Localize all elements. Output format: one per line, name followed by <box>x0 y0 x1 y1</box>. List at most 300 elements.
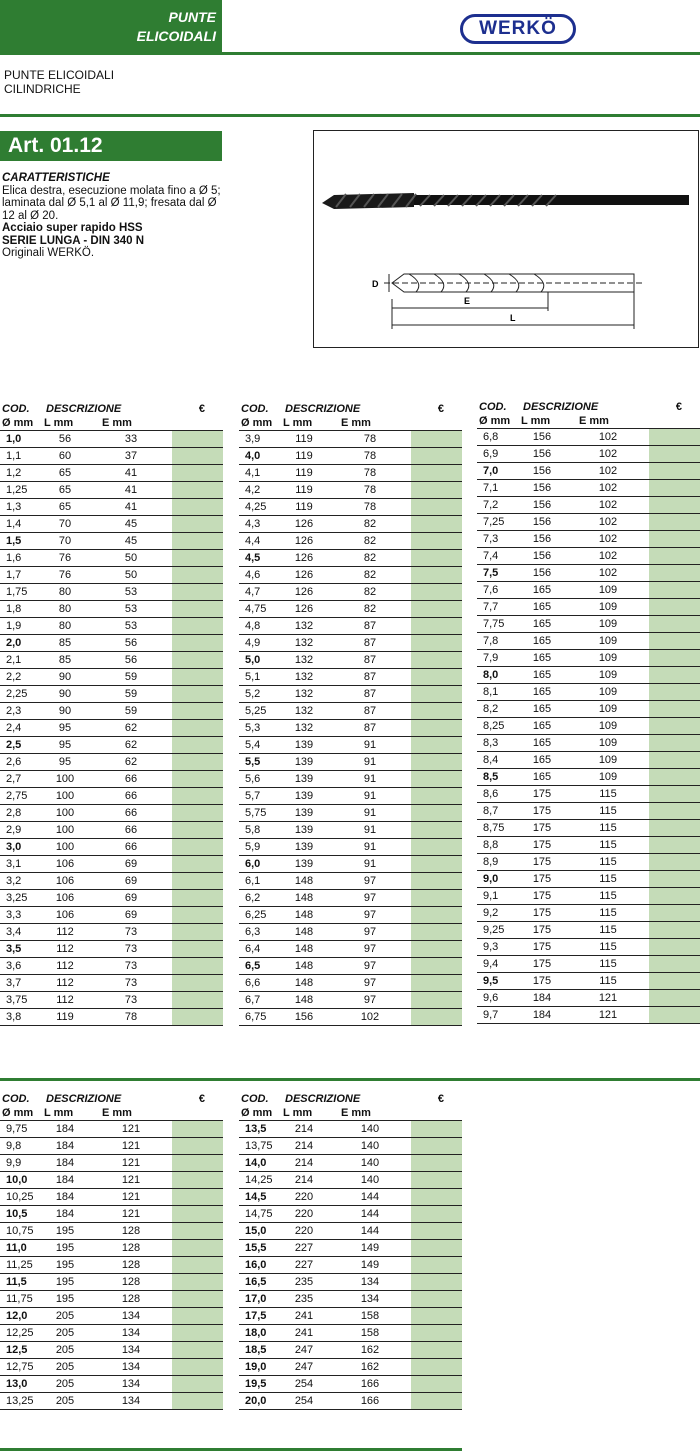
cell-price <box>649 871 700 888</box>
cell-flute-length: 109 <box>567 616 649 633</box>
cell-diameter: 8,9 <box>477 854 517 871</box>
table-row <box>239 771 462 788</box>
cell-price <box>411 1206 462 1223</box>
cell-length: 60 <box>40 448 90 465</box>
cell-diameter: 6,75 <box>239 1009 279 1026</box>
cell-price <box>411 1308 462 1325</box>
cell-flute-length: 134 <box>90 1359 172 1376</box>
table-row <box>0 805 223 822</box>
cell-diameter: 7,7 <box>477 599 517 616</box>
cell-flute-length: 66 <box>90 805 172 822</box>
cell-price <box>411 1009 462 1026</box>
cell-length: 165 <box>517 718 567 735</box>
cell-flute-length: 82 <box>329 533 411 550</box>
cell-diameter: 7,0 <box>477 463 517 480</box>
cell-length: 90 <box>40 686 90 703</box>
cell-diameter: 6,4 <box>239 941 279 958</box>
cell-flute-length: 66 <box>90 822 172 839</box>
cell-price <box>172 618 223 635</box>
cell-flute-length: 97 <box>329 958 411 975</box>
cell-flute-length: 73 <box>90 958 172 975</box>
cell-price <box>172 754 223 771</box>
cell-price <box>172 499 223 516</box>
subtitle <box>4 68 114 96</box>
cell-diameter: 17,0 <box>239 1291 279 1308</box>
cell-diameter: 5,7 <box>239 788 279 805</box>
table-row <box>477 684 700 701</box>
cell-length: 148 <box>279 873 329 890</box>
cell-length: 156 <box>517 531 567 548</box>
table-row <box>239 873 462 890</box>
cell-price <box>172 635 223 652</box>
cell-length: 100 <box>40 788 90 805</box>
table-row <box>239 635 462 652</box>
cell-price <box>172 856 223 873</box>
cell-diameter: 12,25 <box>0 1325 40 1342</box>
cell-flute-length: 102 <box>567 463 649 480</box>
col-e-header: E mm <box>341 1107 371 1119</box>
table-row <box>239 431 462 448</box>
cell-diameter: 6,3 <box>239 924 279 941</box>
cell-diameter: 8,7 <box>477 803 517 820</box>
bottom-divider <box>0 1448 462 1451</box>
price-table-2 <box>239 403 462 1026</box>
cell-flute-length: 121 <box>90 1155 172 1172</box>
cell-length: 165 <box>517 582 567 599</box>
cell-price <box>172 669 223 686</box>
cell-diameter: 7,75 <box>477 616 517 633</box>
table-row <box>0 771 223 788</box>
cell-price <box>411 618 462 635</box>
cell-length: 80 <box>40 618 90 635</box>
cell-flute-length: 134 <box>90 1393 172 1410</box>
cell-flute-length: 62 <box>90 754 172 771</box>
cell-flute-length: 109 <box>567 582 649 599</box>
cell-flute-length: 128 <box>90 1240 172 1257</box>
cell-price <box>172 482 223 499</box>
cell-diameter: 5,0 <box>239 652 279 669</box>
cell-flute-length: 109 <box>567 684 649 701</box>
cell-flute-length: 134 <box>329 1291 411 1308</box>
cell-diameter: 4,1 <box>239 465 279 482</box>
table-row <box>0 618 223 635</box>
cell-flute-length: 162 <box>329 1359 411 1376</box>
cell-flute-length: 87 <box>329 686 411 703</box>
cell-price <box>172 550 223 567</box>
cell-price <box>649 973 700 990</box>
cell-diameter: 10,5 <box>0 1206 40 1223</box>
cell-price <box>411 788 462 805</box>
cell-price <box>172 1393 223 1410</box>
cell-length: 175 <box>517 871 567 888</box>
cell-price <box>411 465 462 482</box>
table-row <box>239 686 462 703</box>
cell-length: 175 <box>517 854 567 871</box>
table-row <box>239 652 462 669</box>
cell-diameter: 2,25 <box>0 686 40 703</box>
cell-price <box>411 1121 462 1138</box>
table-row <box>477 718 700 735</box>
cell-price <box>649 565 700 582</box>
cell-diameter: 1,7 <box>0 567 40 584</box>
cell-price <box>411 754 462 771</box>
cell-flute-length: 102 <box>567 497 649 514</box>
cell-diameter: 7,2 <box>477 497 517 514</box>
table-row <box>477 463 700 480</box>
cell-flute-length: 121 <box>90 1121 172 1138</box>
cell-flute-length: 115 <box>567 922 649 939</box>
cell-flute-length: 62 <box>90 737 172 754</box>
cell-price <box>411 567 462 584</box>
table-row <box>239 1155 462 1172</box>
cell-diameter: 8,5 <box>477 769 517 786</box>
cell-flute-length: 91 <box>329 754 411 771</box>
table-row <box>477 701 700 718</box>
cell-diameter: 4,9 <box>239 635 279 652</box>
cell-price <box>172 720 223 737</box>
cell-length: 132 <box>279 686 329 703</box>
cell-flute-length: 140 <box>329 1172 411 1189</box>
cell-flute-length: 59 <box>90 686 172 703</box>
cell-length: 156 <box>517 548 567 565</box>
cell-flute-length: 121 <box>90 1172 172 1189</box>
table-row <box>239 1121 462 1138</box>
col-descr-header: DESCRIZIONE <box>523 401 599 413</box>
cell-price <box>411 992 462 1009</box>
cell-flute-length: 59 <box>90 669 172 686</box>
cell-diameter: 9,3 <box>477 939 517 956</box>
werko-logo: WERKÖ <box>460 14 576 44</box>
cell-flute-length: 97 <box>329 924 411 941</box>
table-row <box>239 516 462 533</box>
cell-length: 165 <box>517 752 567 769</box>
cell-diameter: 17,5 <box>239 1308 279 1325</box>
table-header-row <box>0 403 223 417</box>
cell-diameter: 11,0 <box>0 1240 40 1257</box>
cell-diameter: 6,7 <box>239 992 279 1009</box>
cell-length: 165 <box>517 701 567 718</box>
cell-diameter: 9,2 <box>477 905 517 922</box>
cell-price <box>411 1274 462 1291</box>
col-l-header: L mm <box>44 417 74 429</box>
cell-price <box>411 482 462 499</box>
table-row <box>0 533 223 550</box>
table-row <box>0 1223 223 1240</box>
cell-length: 175 <box>517 939 567 956</box>
cell-diameter: 8,4 <box>477 752 517 769</box>
col-descr-header: DESCRIZIONE <box>46 1093 122 1105</box>
cell-diameter: 16,0 <box>239 1257 279 1274</box>
table-row <box>239 1308 462 1325</box>
cell-diameter: 5,75 <box>239 805 279 822</box>
cell-price <box>411 1325 462 1342</box>
table-row <box>0 652 223 669</box>
cell-length: 184 <box>40 1172 90 1189</box>
cell-price <box>649 701 700 718</box>
cell-flute-length: 115 <box>567 956 649 973</box>
table-row <box>239 958 462 975</box>
col-l-header: L mm <box>521 415 551 427</box>
col-dia-header: Ø mm <box>2 1107 34 1119</box>
col-cod-header: COD. <box>479 401 507 413</box>
cell-flute-length: 73 <box>90 975 172 992</box>
header-title-line2: ELICOIDALI <box>136 28 216 44</box>
cell-flute-length: 144 <box>329 1223 411 1240</box>
table-row <box>239 669 462 686</box>
cell-length: 100 <box>40 822 90 839</box>
cell-diameter: 5,25 <box>239 703 279 720</box>
table-row <box>239 1257 462 1274</box>
price-table-3 <box>477 401 700 1024</box>
cell-diameter: 9,1 <box>477 888 517 905</box>
description-text: Elica destra, esecuzione molata fino a Ø 5; laminata dal Ø 5,1 al Ø 11,9; fresata dal Ø 12 al Ø 20. <box>2 184 221 222</box>
cell-price <box>172 516 223 533</box>
cell-flute-length: 115 <box>567 803 649 820</box>
cell-diameter: 15,0 <box>239 1223 279 1240</box>
cell-length: 76 <box>40 550 90 567</box>
cell-diameter: 9,75 <box>0 1121 40 1138</box>
table-row <box>239 533 462 550</box>
cell-diameter: 2,8 <box>0 805 40 822</box>
cell-price <box>172 1308 223 1325</box>
table-row <box>0 873 223 890</box>
table-row <box>239 1376 462 1393</box>
cell-price <box>411 975 462 992</box>
cell-length: 254 <box>279 1376 329 1393</box>
cell-length: 112 <box>40 941 90 958</box>
cell-flute-length: 87 <box>329 720 411 737</box>
table-row <box>0 1121 223 1138</box>
table-row <box>0 550 223 567</box>
cell-price <box>649 684 700 701</box>
cell-flute-length: 121 <box>90 1138 172 1155</box>
cell-price <box>411 669 462 686</box>
cell-diameter: 10,25 <box>0 1189 40 1206</box>
cell-diameter: 4,8 <box>239 618 279 635</box>
table-row <box>239 1223 462 1240</box>
cell-length: 132 <box>279 720 329 737</box>
cell-diameter: 20,0 <box>239 1393 279 1410</box>
table-row <box>239 890 462 907</box>
cell-length: 156 <box>517 463 567 480</box>
cell-flute-length: 128 <box>90 1223 172 1240</box>
table-row <box>477 956 700 973</box>
cell-diameter: 3,6 <box>0 958 40 975</box>
cell-price <box>649 786 700 803</box>
cell-flute-length: 66 <box>90 788 172 805</box>
cell-flute-length: 41 <box>90 482 172 499</box>
cell-flute-length: 78 <box>329 499 411 516</box>
cell-diameter: 2,75 <box>0 788 40 805</box>
dim-e-label: E <box>464 296 471 306</box>
cell-length: 95 <box>40 754 90 771</box>
cell-flute-length: 91 <box>329 822 411 839</box>
cell-flute-length: 91 <box>329 788 411 805</box>
cell-diameter: 3,5 <box>0 941 40 958</box>
table-row <box>477 548 700 565</box>
cell-price <box>649 735 700 752</box>
cell-length: 175 <box>517 973 567 990</box>
cell-diameter: 3,25 <box>0 890 40 907</box>
cell-diameter: 13,75 <box>239 1138 279 1155</box>
cell-price <box>411 805 462 822</box>
cell-length: 100 <box>40 771 90 788</box>
cell-flute-length: 115 <box>567 854 649 871</box>
cell-length: 235 <box>279 1291 329 1308</box>
cell-price <box>172 771 223 788</box>
cell-length: 247 <box>279 1342 329 1359</box>
table-row <box>0 1240 223 1257</box>
col-e-header: E mm <box>102 1107 132 1119</box>
cell-diameter: 1,9 <box>0 618 40 635</box>
cell-price <box>172 1240 223 1257</box>
header-divider <box>0 52 700 55</box>
cell-flute-length: 128 <box>90 1291 172 1308</box>
cell-price <box>411 1240 462 1257</box>
cell-flute-length: 73 <box>90 992 172 1009</box>
cell-diameter: 6,6 <box>239 975 279 992</box>
table-row <box>0 465 223 482</box>
cell-flute-length: 115 <box>567 820 649 837</box>
cell-flute-length: 166 <box>329 1376 411 1393</box>
cell-length: 85 <box>40 635 90 652</box>
cell-diameter: 1,4 <box>0 516 40 533</box>
cell-price <box>172 737 223 754</box>
cell-price <box>411 1223 462 1240</box>
cell-length: 235 <box>279 1274 329 1291</box>
cell-length: 132 <box>279 652 329 669</box>
table-row <box>239 618 462 635</box>
cell-flute-length: 82 <box>329 584 411 601</box>
table-row <box>477 905 700 922</box>
cell-diameter: 2,7 <box>0 771 40 788</box>
cell-price <box>411 890 462 907</box>
cell-price <box>649 854 700 871</box>
cell-diameter: 3,7 <box>0 975 40 992</box>
cell-length: 119 <box>40 1009 90 1026</box>
table-row <box>0 1274 223 1291</box>
cell-flute-length: 121 <box>567 1007 649 1024</box>
cell-price <box>172 1206 223 1223</box>
cell-length: 148 <box>279 924 329 941</box>
cell-length: 220 <box>279 1206 329 1223</box>
col-cod-header: COD. <box>241 403 269 415</box>
cell-flute-length: 97 <box>329 890 411 907</box>
cell-length: 126 <box>279 533 329 550</box>
cell-length: 175 <box>517 837 567 854</box>
cell-flute-length: 78 <box>329 448 411 465</box>
table-subheader-row <box>239 1107 462 1121</box>
cell-diameter: 5,4 <box>239 737 279 754</box>
table-row <box>0 907 223 924</box>
cell-length: 195 <box>40 1291 90 1308</box>
cell-flute-length: 102 <box>567 565 649 582</box>
cell-diameter: 6,0 <box>239 856 279 873</box>
cell-flute-length: 69 <box>90 873 172 890</box>
cell-length: 139 <box>279 839 329 856</box>
cell-price <box>172 601 223 618</box>
table-subheader-row <box>477 415 700 429</box>
cell-flute-length: 149 <box>329 1257 411 1274</box>
cell-diameter: 2,4 <box>0 720 40 737</box>
cell-price <box>649 752 700 769</box>
cell-diameter: 14,75 <box>239 1206 279 1223</box>
cell-price <box>411 1359 462 1376</box>
cell-price <box>411 431 462 448</box>
table-row <box>477 1007 700 1024</box>
cell-diameter: 2,3 <box>0 703 40 720</box>
cell-diameter: 4,25 <box>239 499 279 516</box>
table-row <box>239 924 462 941</box>
cell-diameter: 8,3 <box>477 735 517 752</box>
cell-length: 106 <box>40 907 90 924</box>
table-row <box>477 888 700 905</box>
cell-flute-length: 109 <box>567 667 649 684</box>
cell-diameter: 9,6 <box>477 990 517 1007</box>
cell-diameter: 3,2 <box>0 873 40 890</box>
cell-length: 195 <box>40 1240 90 1257</box>
cell-price <box>411 822 462 839</box>
cell-price <box>649 718 700 735</box>
cell-diameter: 2,5 <box>0 737 40 754</box>
cell-flute-length: 128 <box>90 1274 172 1291</box>
cell-diameter: 5,8 <box>239 822 279 839</box>
cell-diameter: 18,5 <box>239 1342 279 1359</box>
cell-price <box>649 1007 700 1024</box>
table-row <box>0 890 223 907</box>
cell-length: 139 <box>279 788 329 805</box>
table-row <box>239 499 462 516</box>
cell-price <box>649 667 700 684</box>
cell-price <box>649 888 700 905</box>
cell-length: 205 <box>40 1342 90 1359</box>
description-material: Acciaio super rapido HSS <box>2 222 143 234</box>
cell-length: 184 <box>40 1138 90 1155</box>
cell-flute-length: 149 <box>329 1240 411 1257</box>
col-e-header: E mm <box>579 415 609 427</box>
cell-diameter: 7,4 <box>477 548 517 565</box>
cell-diameter: 1,5 <box>0 533 40 550</box>
cell-price <box>172 873 223 890</box>
cell-price <box>411 1376 462 1393</box>
cell-flute-length: 87 <box>329 703 411 720</box>
cell-flute-length: 162 <box>329 1342 411 1359</box>
cell-price <box>411 856 462 873</box>
table-row <box>0 703 223 720</box>
cell-length: 56 <box>40 431 90 448</box>
cell-price <box>172 1325 223 1342</box>
table-row <box>477 922 700 939</box>
cell-length: 156 <box>517 446 567 463</box>
cell-diameter: 10,75 <box>0 1223 40 1240</box>
dim-l-label: L <box>510 313 516 323</box>
cell-price <box>172 958 223 975</box>
cell-length: 175 <box>517 905 567 922</box>
cell-diameter: 8,2 <box>477 701 517 718</box>
col-currency-header: € <box>437 1093 444 1105</box>
cell-diameter: 4,7 <box>239 584 279 601</box>
cell-price <box>172 652 223 669</box>
cell-diameter: 11,75 <box>0 1291 40 1308</box>
table-row <box>239 601 462 618</box>
cell-flute-length: 41 <box>90 499 172 516</box>
cell-length: 90 <box>40 703 90 720</box>
cell-flute-length: 115 <box>567 905 649 922</box>
cell-price <box>411 635 462 652</box>
cell-length: 175 <box>517 956 567 973</box>
table-row <box>0 431 223 448</box>
cell-diameter: 3,9 <box>239 431 279 448</box>
